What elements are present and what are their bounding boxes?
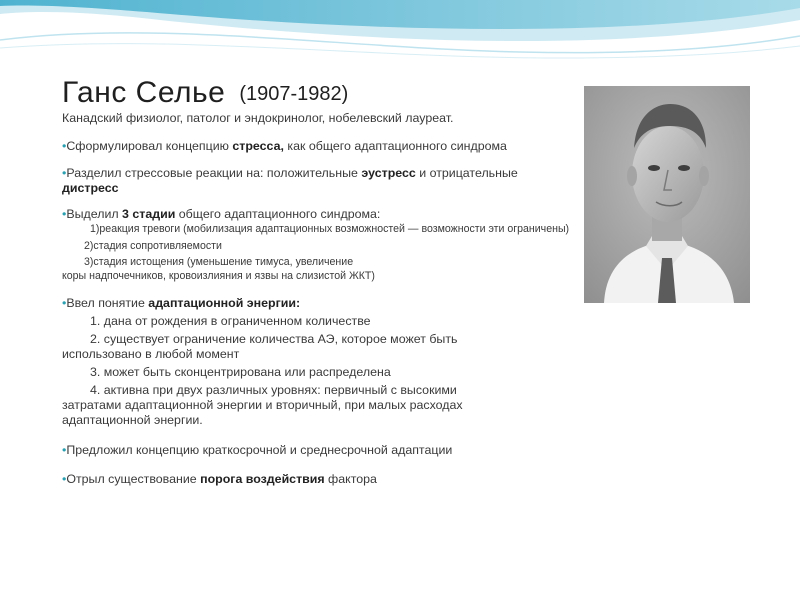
bullet-marker: • xyxy=(62,296,67,310)
portrait-photo xyxy=(584,86,750,303)
page-title xyxy=(62,76,348,110)
bullet-marker: • xyxy=(62,472,67,486)
bullet-stages: •Выделил 3 стадии общего адаптационного синдрома: xyxy=(62,207,381,221)
term-stress: стресса, xyxy=(232,139,284,153)
stage-item: 2)стадия сопротивляемости xyxy=(84,239,222,252)
header-waves xyxy=(0,0,800,80)
bullet-energy: •Ввел понятие адаптационной энергии: xyxy=(62,296,301,310)
bullet-reactions: •Разделил стрессовые реакции на: положительные эустресс и отрицательные дистресс xyxy=(62,166,518,195)
bullet-marker: • xyxy=(62,166,67,180)
energy-item: 1. дана от рождения в ограниченном количестве xyxy=(90,314,371,328)
term-distress: дистресс xyxy=(62,181,119,195)
energy-item: 4. активна при двух различных уровнях: первичный с высокими xyxy=(90,383,457,397)
bullet-marker: • xyxy=(62,139,67,153)
term-stages: 3 стадии xyxy=(122,207,176,221)
energy-item: затратами адаптационной энергии и вторичный, при малых расходах адаптационной энергии. xyxy=(62,398,463,427)
term-eustress: эустресс xyxy=(361,166,416,180)
intro-text: Канадский физиолог, патолог и эндокринолог, нобелевский лауреат. xyxy=(62,111,454,125)
stage-item: коры надпочечников, кровоизлияния и язвы на слизистой ЖКТ) xyxy=(62,269,375,282)
term-energy: адаптационной энергии: xyxy=(148,296,301,310)
bullet-threshold: •Отрыл существование порога воздействия фактора xyxy=(62,472,377,486)
title-name: Ганс Селье xyxy=(62,76,226,109)
stage-item: 3)стадия истощения (уменьшение тимуса, увеличение xyxy=(84,256,354,268)
bullet-adaptation: •Предложил концепцию краткосрочной и среднесрочной адаптации xyxy=(62,443,453,457)
energy-item: использовано в любой момент xyxy=(62,347,240,361)
content-body xyxy=(62,111,577,487)
stage-item: 1)реакция тревоги (мобилизация адаптационных возможностей — возможности эти ограничены) xyxy=(90,223,570,235)
energy-item: 2. существует ограничение количества АЭ, которое может быть xyxy=(90,332,458,346)
stages-list xyxy=(62,223,577,283)
term-threshold: порога воздействия xyxy=(200,472,325,486)
title-years: (1907-1982) xyxy=(239,83,349,105)
energy-list xyxy=(62,314,577,428)
energy-item: 3. может быть сконцентрирована или распределена xyxy=(90,365,391,379)
bullet-stress: •Сформулировал концепцию стресса, как общего адаптационного синдрома xyxy=(62,139,507,153)
bullet-marker: • xyxy=(62,207,67,221)
bullet-marker: • xyxy=(62,443,67,457)
